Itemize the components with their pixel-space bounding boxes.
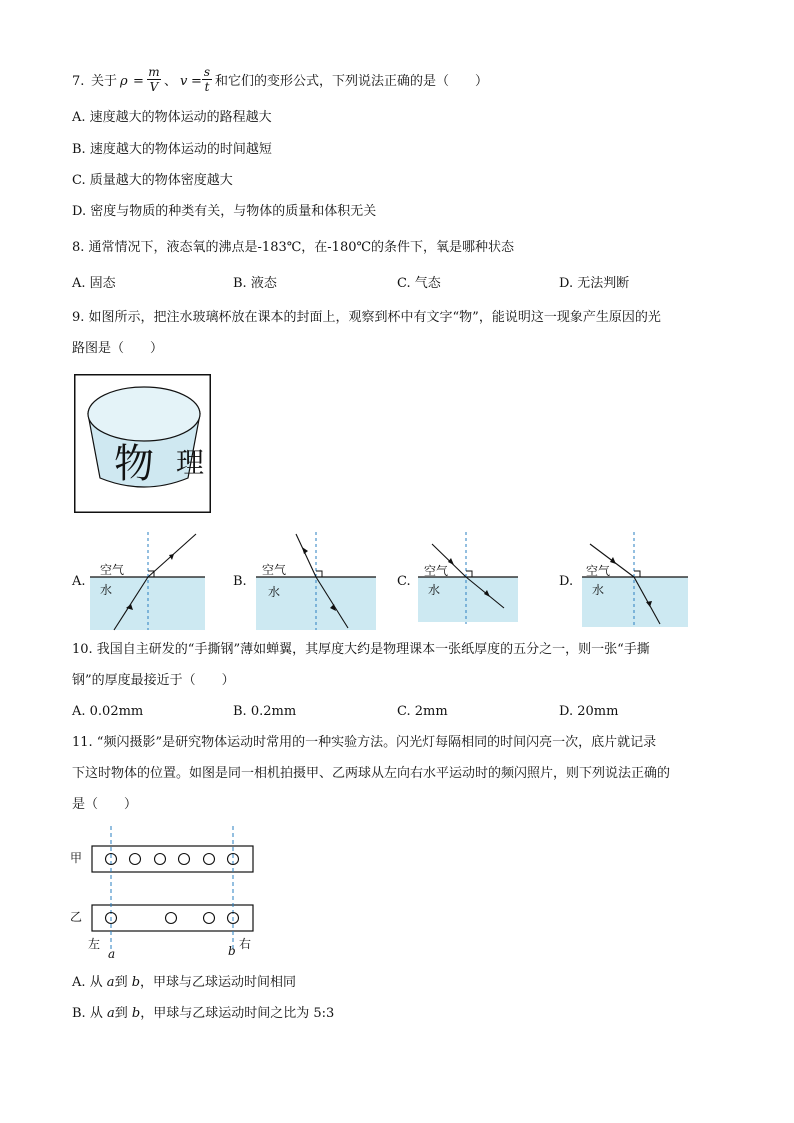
right-angle-mark [634, 571, 640, 577]
q11-option-a-post: ，甲球与乙球运动时间相同 [140, 975, 297, 990]
q11-stem-line2: 下这时物体的位置。如图是同一相机拍摄甲、乙两球从左向右水平运动时的频闪照片，则下列说法正确的 [72, 766, 671, 781]
yi-ball [204, 913, 215, 924]
q11-option-b-post: ，甲球与乙球运动时间之比为 5:3 [140, 1006, 335, 1021]
q11-option-a-mid: 到 [114, 975, 128, 990]
q10-option-a: A. 0.02mm [72, 704, 144, 719]
q7-frac-m-over-v [147, 66, 161, 93]
q11-option-a-b: b [131, 975, 141, 990]
q10-option-d: D. 20mm [559, 704, 619, 719]
ray-in-air [296, 534, 316, 577]
air-label: 空气 [586, 564, 611, 578]
jia-ball [204, 854, 215, 865]
q8-stem: 8. 通常情况下，液态氧的沸点是-183℃，在-180℃的条件下，氧是哪种状态 [72, 240, 515, 255]
ray-diagram-c [418, 532, 526, 632]
q10-option-b: B. 0.2mm [233, 704, 297, 719]
q7-number: 7. [72, 74, 85, 89]
point-a-label: a [108, 947, 116, 961]
right-angle-mark [466, 571, 472, 577]
q11-option-a-pre: A. 从 [72, 975, 103, 990]
water-label: 水 [428, 583, 441, 597]
q7-eq2: = [191, 74, 202, 89]
q11-option-b-b: b [131, 1006, 141, 1021]
arrow-icon [448, 558, 454, 565]
jia-ball [155, 854, 166, 865]
jia-ball [130, 854, 141, 865]
air-label: 空气 [424, 564, 449, 578]
strobe-photo-figure [68, 826, 268, 961]
glass-on-book-figure [74, 374, 212, 514]
book-char: 理 [176, 446, 205, 479]
glass-rim [88, 387, 200, 441]
q7-post: 和它们的变形公式，下列说法正确的是（ ） [215, 74, 489, 89]
ray-diagram-a [90, 532, 205, 632]
q11-option-a [72, 975, 296, 991]
q11-option-b [72, 1006, 334, 1022]
q9-option-b-label: B. [233, 574, 247, 589]
arrow-icon [610, 557, 616, 564]
q7-pre: 关于 [91, 74, 118, 89]
q11-option-b-a: a [106, 1006, 115, 1021]
q7-option-b: B. 速度越大的物体运动的时间越短 [72, 142, 272, 157]
q8-option-b: B. 液态 [233, 276, 277, 291]
right-label: 右 [239, 937, 252, 951]
jia-ball [179, 854, 190, 865]
q7-rho: ρ [120, 74, 128, 89]
q7-option-c: C. 质量越大的物体密度越大 [72, 173, 233, 188]
left-label: 左 [88, 937, 101, 951]
q8-option-d: D. 无法判断 [559, 276, 630, 291]
q10-option-c: C. 2mm [397, 704, 448, 719]
q7-m: m [148, 65, 160, 79]
q11-option-b-mid: 到 [114, 1006, 128, 1021]
q7-v: v [180, 74, 188, 89]
q10-stem-line1: 10. 我国自主研发的“手撕钢”薄如蝉翼，其厚度大约是物理课本一张纸厚度的五分之一，则一张“手撕 [72, 642, 650, 657]
q7-sep: 、 [164, 74, 178, 89]
water-label: 水 [268, 585, 281, 599]
q7-eq1: = [133, 74, 144, 89]
arrow-icon [302, 547, 308, 554]
q7-option-a: A. 速度越大的物体运动的路程越大 [72, 110, 272, 125]
q9-option-c-label: C. [397, 574, 411, 589]
q9-option-d-label: D. [559, 574, 574, 589]
air-label: 空气 [262, 563, 287, 577]
yi-ball [166, 913, 177, 924]
q11-stem-line1: 11. “频闪摄影”是研究物体运动时常用的一种实验方法。闪光灯每隔相同的时间闪亮一次，底片就记录 [72, 735, 657, 750]
q10-stem-line2: 钢”的厚度最接近于（ ） [72, 673, 235, 688]
q7-V: V [149, 80, 159, 94]
q11-option-b-pre: B. 从 [72, 1006, 103, 1021]
water-label: 水 [592, 583, 605, 597]
q7-option-d: D. 密度与物质的种类有关，与物体的质量和体积无关 [72, 204, 377, 219]
ray-diagram-b [256, 532, 376, 632]
q11-stem-line3: 是（ ） [72, 797, 138, 812]
right-angle-mark [316, 571, 322, 577]
air-label: 空气 [100, 563, 125, 577]
q7-frac-s-over-t [202, 66, 212, 93]
q11-option-a-a: a [106, 975, 115, 990]
ray-diagram-d [582, 532, 692, 632]
q9-stem-line2: 路图是（ ） [72, 341, 164, 356]
q9-option-a-label: A. [72, 574, 86, 589]
cup-char: 物 [114, 441, 154, 487]
q7-s: s [203, 65, 211, 79]
water-label: 水 [100, 583, 113, 597]
q8-option-c: C. 气态 [397, 276, 441, 291]
yi-label: 乙 [70, 910, 83, 924]
q9-stem-line1: 9. 如图所示，把注水玻璃杯放在课本的封面上，观察到杯中有文字“物”，能说明这一现象产生原因的光 [72, 310, 661, 325]
q7-t: t [204, 80, 210, 94]
point-b-label: b [228, 944, 236, 958]
q8-option-a: A. 固态 [72, 276, 116, 291]
jia-label: 甲 [70, 851, 83, 865]
